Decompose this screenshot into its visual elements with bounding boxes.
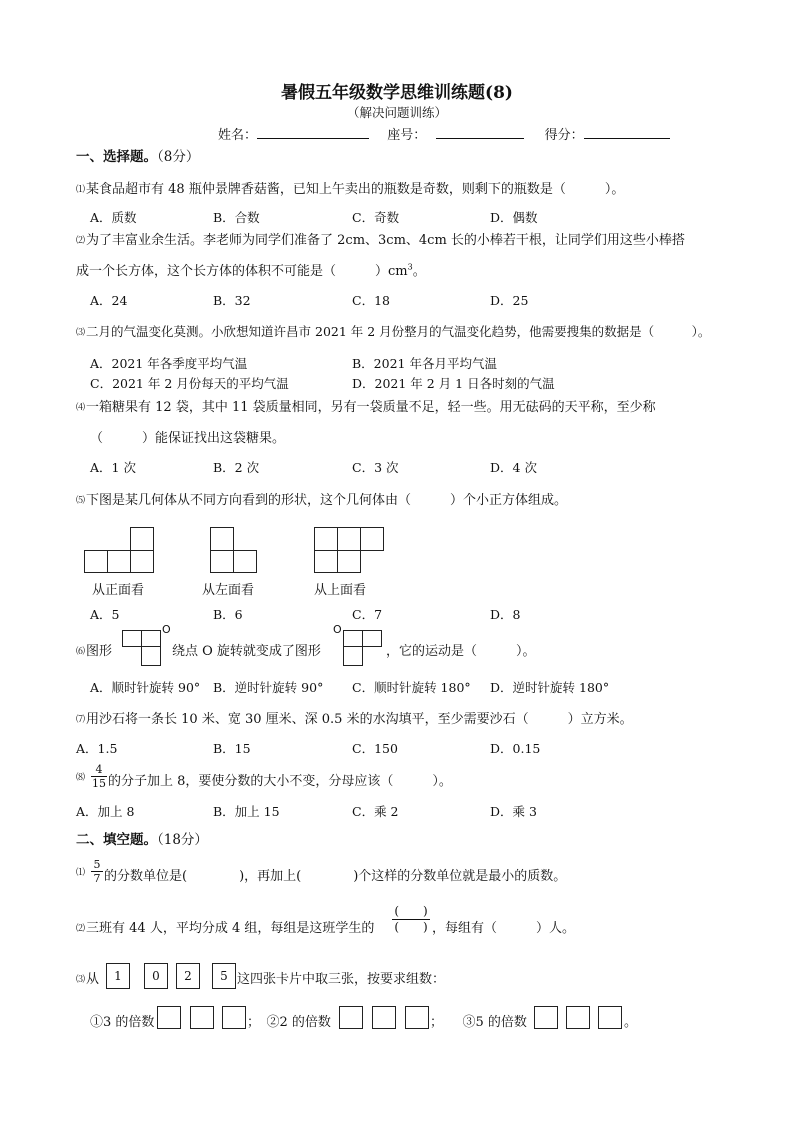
option-d[interactable]: D．乘 3 [490,804,537,819]
seat-blank[interactable] [436,126,524,139]
option-a[interactable]: A．5 [90,607,120,622]
section-heading-fill [76,828,208,848]
question-body: 的分数单位是( )，再加上( )个这样的分数单位就是最小的质数。 [104,869,567,884]
front-view-cell [130,550,154,573]
question-body-end: 。 [412,264,426,279]
option-c[interactable]: C．乘 2 [352,804,399,819]
front-view-caption: 从正面看 [92,583,145,598]
answer-box[interactable] [372,1006,396,1029]
fraction-numerator: 4 [91,763,107,777]
page-subtitle: （解决问题训练） [346,105,447,120]
question-middle: 绕点 O 旋转就变成了图形 [172,644,321,659]
option-a[interactable]: A．1.5 [76,741,118,756]
name-blank[interactable] [257,126,369,139]
fraction-denominator-blank[interactable]: ( ) [394,920,428,934]
option-c[interactable]: C．18 [352,293,390,308]
option-b[interactable]: B．15 [213,741,251,756]
score-label: 得分： [544,128,584,143]
number-card: 0 [144,963,168,989]
fraction-numerator-blank[interactable]: ( ) [392,904,430,920]
section-points: （8分） [157,149,200,165]
question-prefix [76,968,99,987]
left-view-cell [210,527,234,551]
option-b[interactable]: B．32 [213,293,251,308]
part-label-multiple-of-3: ①3 的倍数 [90,1015,155,1030]
left-view-cell [233,550,257,573]
question-body: 二月的气温变化莫测。小欣想知道许昌市 2021 年 2 月份整月的气温变化趋势，他需要搜集的数据是（ ）。 [86,324,711,339]
option-c[interactable]: C．7 [352,607,383,622]
option-a[interactable]: A．顺时针旋转 90° [90,680,201,695]
question-text-cont: （ ）能保证找出这袋糖果。 [90,431,286,446]
option-a[interactable]: A．24 [90,293,128,308]
option-d[interactable]: D．25 [490,293,529,308]
option-a[interactable]: A．加上 8 [76,804,135,819]
front-view-cell [84,550,108,573]
question-body: 三班有 44 人，平均分成 4 组，每组是这班学生的 [86,921,375,936]
period-mark: 。 [624,1015,638,1030]
section-heading-choice [76,145,199,165]
option-c[interactable]: C．2021 年 2 月份每天的平均气温 [90,376,289,391]
question-number: ⑻ [76,773,86,783]
score-blank[interactable] [584,126,670,139]
answer-box[interactable] [405,1006,429,1029]
part-label-multiple-of-5: ； ③5 的倍数 [430,1015,527,1030]
top-view-caption: 从上面看 [314,583,367,598]
answer-box[interactable] [534,1006,558,1029]
option-d[interactable]: D．2021 年 2 月 1 日各时刻的气温 [352,376,555,391]
question-number: ⑷ [76,403,86,413]
question-number-wrap [76,770,86,785]
question-number-wrap [76,865,86,880]
answer-box[interactable] [157,1006,181,1029]
question-text-cont [76,260,426,279]
option-d[interactable]: D．偶数 [490,210,538,225]
option-b[interactable]: B．加上 15 [213,804,280,819]
option-a[interactable]: A．2021 年各季度平均气温 [90,356,248,371]
question-number: ⑴ [76,868,86,878]
question-text [76,229,685,248]
top-view-cell [337,527,361,551]
question-body-end: ，每组有（ ）人。 [432,921,576,936]
point-o-label: O [333,623,342,636]
fraction-denominator: 7 [93,872,101,885]
question-prefix [76,640,112,659]
question-body: 的分子加上 8，要使分数的大小不变，分母应该（ ）。 [108,774,452,789]
top-view-cell [360,527,384,551]
option-a[interactable]: A．1 次 [90,460,136,475]
answer-box[interactable] [222,1006,246,1029]
name-label: 姓名： [218,128,258,143]
fraction-blank[interactable] [392,904,430,935]
question-number: ⑶ [76,328,86,338]
answer-box[interactable] [566,1006,590,1029]
question-text [76,708,633,727]
question-body: 从 [86,972,100,987]
answer-box[interactable] [339,1006,363,1029]
question-number: ⑹ [76,647,86,657]
question-number: ⑵ [76,924,86,934]
question-suffix: ，它的运动是（ ）。 [386,644,536,659]
seat-label: 座号： [387,128,427,143]
number-card: 1 [106,963,130,989]
question-body: 用沙石将一条长 10 米、宽 30 厘米、深 0.5 米的水沟填平，至少需要沙石（ ）立方米。 [86,712,633,727]
option-c[interactable]: C．顺时针旋转 180° [352,680,471,695]
front-view-cell [107,550,131,573]
question-body: 图形 [86,644,113,659]
student-info-row [218,124,670,143]
top-view-cell [337,550,361,573]
top-view-cell [314,527,338,551]
question-text [76,178,624,197]
option-d[interactable]: D．8 [490,607,521,622]
shape-cell [141,646,161,666]
option-c[interactable]: C．3 次 [352,460,399,475]
front-view-cell [130,527,154,551]
question-body: 这四张卡片中取三张，按要求组数： [237,972,446,987]
left-view-caption: 从左面看 [202,583,255,598]
shape-cell [141,630,161,647]
option-b[interactable]: B．合数 [213,210,260,225]
question-number: ⑵ [76,236,86,246]
answer-box[interactable] [598,1006,622,1029]
option-b[interactable]: B．6 [213,607,243,622]
question-body: 下图是某几何体从不同方向看到的形状，这个几何体由（ ）个小正方体组成。 [86,493,568,508]
option-c[interactable]: C．150 [352,741,398,756]
option-a[interactable]: A．质数 [90,210,137,225]
question-text [76,396,656,415]
question-number: ⑴ [76,185,86,195]
fraction-5-7 [91,858,103,885]
question-text [76,322,710,340]
option-d[interactable]: D．4 次 [490,460,537,475]
question-text [76,489,567,508]
question-number: ⑶ [76,975,86,985]
fraction-numerator: 5 [91,858,103,872]
shape-cell [122,630,142,647]
option-b[interactable]: B．逆时针旋转 90° [213,680,324,695]
part-label-multiple-of-2: ； ②2 的倍数 [247,1015,331,1030]
left-view-cell [210,550,234,573]
option-d[interactable]: D．逆时针旋转 180° [490,680,610,695]
fraction-4-15 [91,763,107,790]
section-title: 一、选择题。 [76,149,157,165]
point-o-label: O [162,623,171,636]
question-body: 为了丰富业余生活。李老师为同学们准备了 2cm、3cm、4cm 长的小棒若干根，让同学们用这些小棒搭 [86,233,685,248]
top-view-cell [314,550,338,573]
shape-cell [343,646,363,666]
answer-box[interactable] [190,1006,214,1029]
section-title: 二、填空题。 [76,832,157,848]
question-body: 成一个长方体，这个长方体的体积不可能是（ ）cm [76,264,408,279]
question-body: 一箱糖果有 12 袋，其中 11 袋质量相同，另有一袋质量不足，轻一些。用无砝码的天平称，至少称 [86,400,656,415]
page-title: 暑假五年级数学思维训练题(8) [281,83,513,103]
question-number: ⑸ [76,496,86,506]
number-card: 2 [176,963,200,989]
question-body: 某食品超市有 48 瓶仲景牌香菇酱，已知上午卖出的瓶数是奇数，则剩下的瓶数是（ ）。 [86,182,625,197]
question-text [76,917,374,936]
superscript: 3 [407,262,413,272]
section-points: （18分） [157,832,208,848]
option-c[interactable]: C．奇数 [352,210,400,225]
option-b[interactable]: B．2021 年各月平均气温 [352,356,497,371]
number-card: 5 [212,963,236,989]
fraction-denominator: 15 [92,777,106,790]
shape-cell [343,630,363,647]
question-number: ⑺ [76,715,86,725]
option-b[interactable]: B．2 次 [213,460,260,475]
option-d[interactable]: D．0.15 [490,741,541,756]
shape-cell [362,630,382,647]
